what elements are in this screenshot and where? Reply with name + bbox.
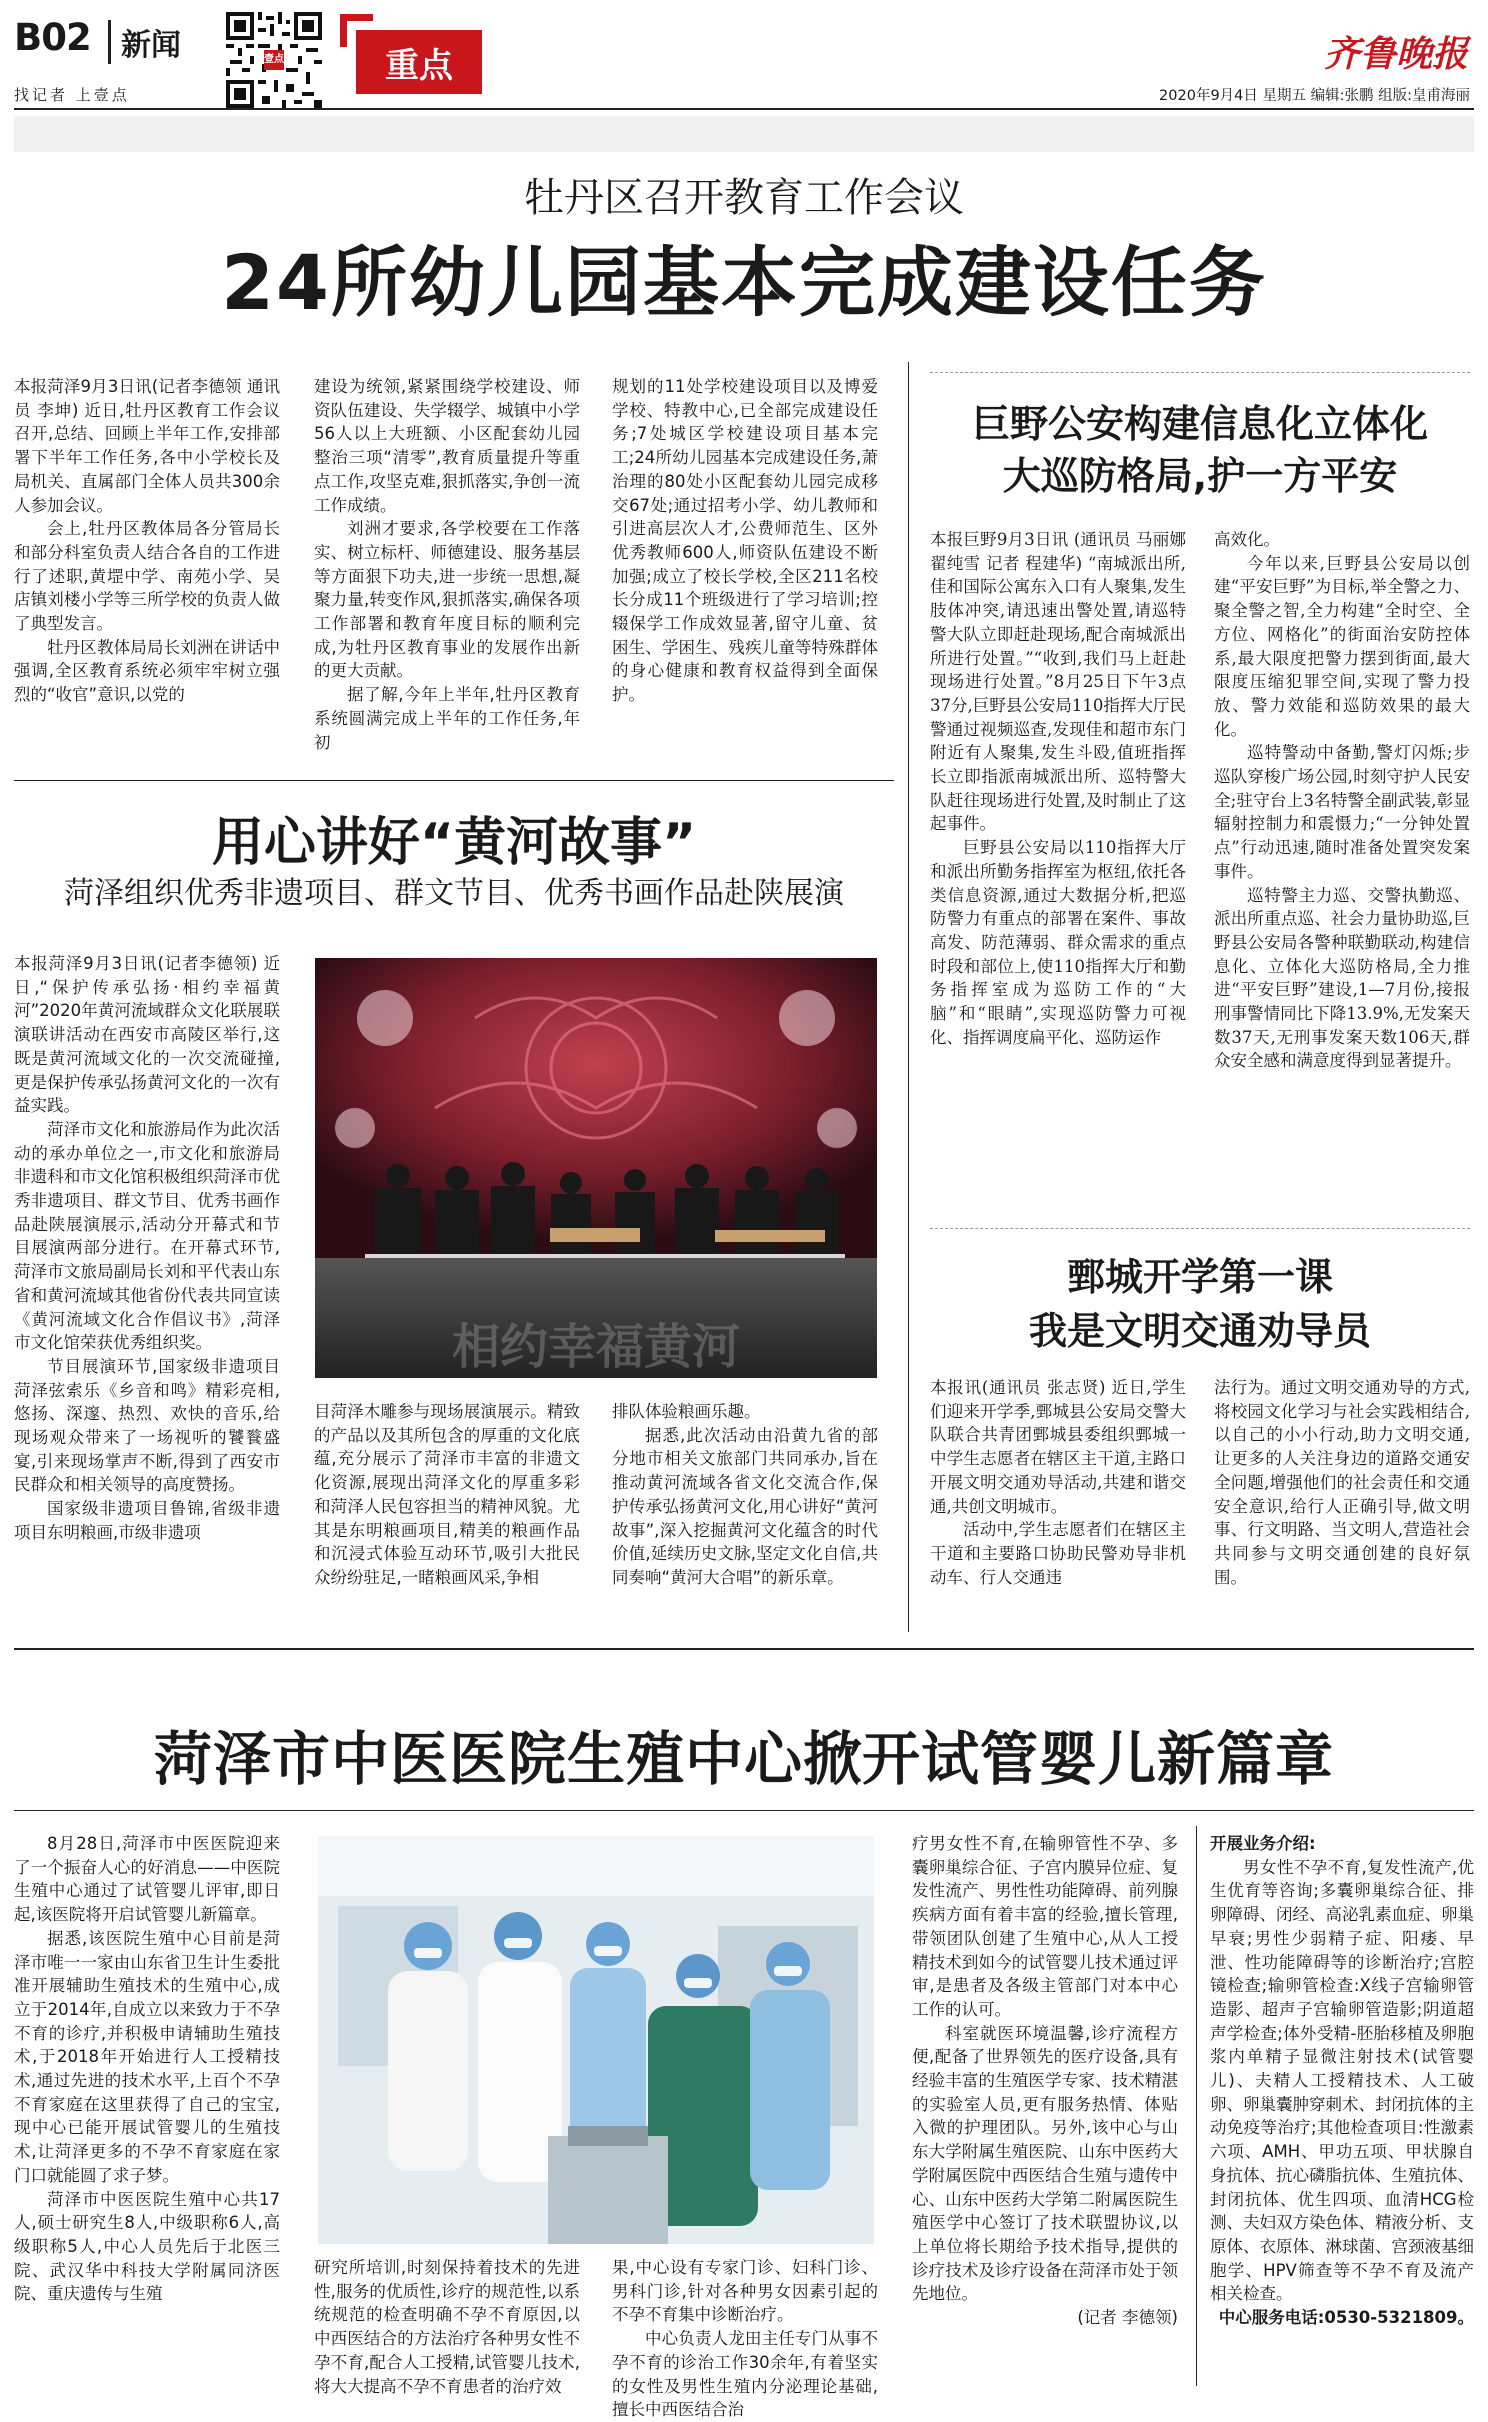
a4-para: 本报讯(通讯员 张志贤) 近日,学生们迎来开学季,鄄城县公安局交警大队联合共青团鄄城县委组织鄄城一中学生志愿者在辖区主干道,主路口开展文明交通劝导活动,共建和谐交通,共创文明城市。 <box>930 1378 1186 1516</box>
a1-para: 牡丹区教体局局长刘洲在讲话中强调,全区教育系统必须牢牢树立强烈的“收官”意识,以党的 <box>14 637 280 705</box>
a3-para: 节目展演环节,国家级非遗项目菏泽弦索乐《乡音和鸣》精彩亮相,悠扬、深邃、热烈、欢快的音乐,给现场观众带来了一场视听的饕餮盛宴,引来现场掌声不断,得到了西安市民群众和相关领导的高度赞扬。 <box>14 1356 280 1495</box>
a1-para: 规划的11处学校建设项目以及博爱学校、特教中心,已全部完成建设任务;7处城区学校建设项目基本完工;24所幼儿园基本完成建设任务,萧治理的80处小区配套幼儿园完成移交67处;通过招考小学、幼儿教师和引进高层次人才,公费师范生、区外优秀教师600人,师资队伍建设不断加强;成立了校长学校,全区211名校长分成11个班级进行了学习培训;控辍保学工作成效显著,留守儿童、贫困生、学困生、残疾儿童等特殊群体的身心健康和教育权益得到全面保护。 <box>612 377 878 705</box>
page-number: B02 <box>14 16 91 59</box>
a3-column-3 <box>612 1400 878 1590</box>
a1-para: 本报菏泽9月3日讯(记者李德领 通讯员 李坤) 近日,牡丹区教育工作会议召开,总结、回顾上半年工作,安排部署下半年工作任务,各中小学校长及局机关、直属部门全体人员共300余人参加会议。 <box>14 377 280 515</box>
a2-headline-line1: 巨野公安构建信息化立体化 <box>971 402 1428 446</box>
a4-headline-line1: 鄄城开学第一课 <box>1066 1255 1333 1299</box>
a2-para: 巡特警动中备勤,警灯闪烁;步巡队穿梭广场公园,时刻守护人民安全;驻守台上3名特警全副武装,彰显辐射控制力和震慑力;“一分钟处置点”行动迅速,随时准备处置突发案事件。 <box>1214 743 1470 881</box>
a5-column-3 <box>612 2256 878 2422</box>
a5-byline: (记者 李德领) <box>1077 2308 1178 2328</box>
a4-column-1 <box>930 1376 1186 1589</box>
a4-headline <box>930 1250 1470 1358</box>
section-tag: 重点 <box>356 30 482 94</box>
a5-para: 中心负责人龙田主任专门从事不孕不育的诊治工作30余年,有着坚实的女性及男性生殖内分泌理论基础,擅长中西医结合治 <box>612 2329 878 2420</box>
a1-para: 会上,牡丹区教体局各分管局长和部分科室负责人结合各自的工作进行了述职,黄堽中学、南苑小学、吴店镇刘楼小学等三所学校的负责人做了典型发言。 <box>14 519 280 634</box>
a5-para: 疗男女性不育,在输卵管性不孕、多囊卵巢综合征、子宫内膜异位症、复发性流产、男性性功能障碍、前列腺疾病方面有着丰富的经验,擅长管理,带领团队创建了生殖中心,从人工授精技术到如今的试管婴儿技术通过评审,是患者及各级主管部门对本中心工作的认可。 <box>912 1834 1178 2019</box>
a2-para: 巨野县公安局以110指挥大厅和派出所勤务指挥室为枢纽,依托各类信息资源,通过大数据分析,把巡防警力有重点的部署在案件、事故高发、防范薄弱、群众需求的重点时段和部位上,使110指挥大厅和勤务指挥室成为巡防工作的“大脑”和“眼睛”,实现巡防警力可视化、指挥调度扁平化、巡防运作 <box>930 838 1186 1047</box>
dateline: 2020年9月4日 星期五 编辑:张鹏 组版:皇甫海丽 <box>1159 88 1470 104</box>
a1-kicker: 牡丹区召开教育工作会议 <box>524 175 964 221</box>
a1-para: 刘洲才要求,各学校要在工作落实、树立标杆、师德建设、服务基层等方面狠下功夫,进一步统一思想,凝聚力量,转变作风,狠抓落实,确保各项工作部署和教育年度目标的顺利完成,为牡丹区教育事业的发展作出新的更大贡献。 <box>314 519 580 681</box>
motto: 找记者 上壹点 <box>14 86 130 104</box>
a1-para: 据了解,今年上半年,牡丹区教育系统圆满完成上半年的工作任务,年初 <box>314 685 580 752</box>
a5-services-box <box>1210 1832 1474 2330</box>
a2-headline <box>930 398 1470 502</box>
a3-para: 目菏泽木雕参与现场展演展示。精致的产品以及其所包含的厚重的文化底蕴,充分展示了菏泽市丰富的非遗文化资源,展现出菏泽文化的厚重多彩和菏泽人民包容担当的精神风貌。尤其是东明粮画项目,精美的粮画作品和沉浸式体验互动环节,吸引大批民众纷纷驻足,一睹粮画风采,争相 <box>314 1402 580 1587</box>
a1-column-3 <box>612 375 878 707</box>
a3-para: 据悉,此次活动由沿黄九省的部分地市相关文旅部门共同承办,旨在推动黄河流域各省文化交流合作,保护传承弘扬黄河文化,用心讲好“黄河故事”,深入挖掘黄河文化蕴含的时代价值,延续历史文脉,坚定文化自信,共同奏响“黄河大合唱”的新乐章。 <box>612 1425 878 1587</box>
a3-column-2 <box>314 1400 580 1590</box>
a5-para: 科室就医环境温馨,诊疗流程方便,配备了世界领先的医疗设备,具有经验丰富的生殖医学专家、技术精湛的实验室人员,更有服务热情、体贴入微的护理团队。另外,该中心与山东大学附属生殖医院、山东中医药大学附属医院中西医结合生殖与遗传中心、山东中医药大学第二附属医院生殖医学中心签订了技术联盟协议,以上单位将长期给予技术指导,提供的诊疗技术及诊疗设备在菏泽市处于领先地位。 <box>912 2023 1178 2304</box>
a3-column-1 <box>14 952 280 1545</box>
header-divider <box>108 20 111 64</box>
a2-headline-line2: 大巡防格局,护一方平安 <box>1002 454 1398 498</box>
a5-para: 8月28日,菏泽市中医医院迎来了一个振奋人心的好消息——中医院生殖中心通过了试管婴儿评审,即日起,该医院将开启试管婴儿新篇章。 <box>14 1834 280 1925</box>
a4-column-2 <box>1214 1376 1470 1589</box>
a5-para: 据悉,该医院生殖中心目前是菏泽市唯一一家由山东省卫生计生委批准开展辅助生殖技术的生殖中心,成立于2014年,自成立以来致力于不孕不育的诊疗,并积极申请辅助生殖技术,于2018年开始进行人工授精技术,通过先进的技术水平,上百个不孕不育家庭在这里获得了自己的宝宝,现中心已能开展试管婴儿的生殖技术,让菏泽更多的不孕不育家庭在家门口就能圆了求子梦。 <box>14 1928 280 2185</box>
a4-para: 活动中,学生志愿者们在辖区主干道和主要路口协助民警劝导非机动车、行人交通违 <box>930 1520 1186 1587</box>
a5-title-rule <box>14 1810 1474 1811</box>
a3-para: 国家级非遗项目鲁锦,省级非遗项目东明粮画,市级非遗项 <box>14 1499 280 1542</box>
header-band <box>14 116 1474 152</box>
a2-column-1 <box>930 528 1186 1049</box>
qr-logo-text: 壹点 <box>264 54 284 65</box>
a2-column-2 <box>1214 528 1470 1073</box>
a5-services-heading: 开展业务介绍: <box>1210 1834 1316 1853</box>
a2-para: 巡特警主力巡、交警执勤巡、派出所重点巡、社会力量协助巡,巨野县公安局各警种联勤联动,构建信息化、立体化大巡防格局,全力推进“平安巨野”建设,1—7月份,接报刑事警情同比下降13.9%,无发案天数37天,无刑事发案天数106天,群众安全感和满意度得到显著提升。 <box>1214 885 1470 1071</box>
a3-para: 本报菏泽9月3日讯(记者李德领) 近日,“保护传承弘扬·相约幸福黄河”2020年黄河流域群众文化联展联演联讲活动在西安市高陵区举行,这既是黄河流域文化的一次交流碰撞,更是保护传承弘扬黄河文化的一次有益实践。 <box>14 954 280 1116</box>
a5-para: 研究所培训,时刻保持着技术的先进性,服务的优质性,诊疗的规范性,以系统规范的检查明确不孕不育原因,以中西医结合的方法治疗各种男女性不孕不育,配合人工授精,试管婴儿技术,将大大提高不孕不育患者的治疗效 <box>314 2258 580 2396</box>
a5-column-4 <box>912 1832 1178 2330</box>
a3-photo-caption: 相约幸福黄河 <box>451 1319 741 1375</box>
a5-para: 菏泽市中医医院生殖中心共17人,硕士研究生8人,中级职称6人,高级职称5人,中心人员先后于北医三院、武汉华中科技大学附属同济医院、重庆遗传与生殖 <box>14 2189 280 2304</box>
vertical-rule <box>908 362 909 1632</box>
a2-para: 本报巨野9月3日讯 (通讯员 马丽娜 翟纯雪 记者 程建华) “南城派出所,佳和国际公寓东入口有人聚集,发生肢体冲突,请迅速出警处置,请巡特警大队立即赶赴现场,配合南城派出所进行处置。”“收到,我们马上赶赴现场进行处置。”8月25日下午3点37分,巨野县公安局110指挥大厅民警通过视频巡查,发现佳和超市东门附近有人聚集,发生斗殴,值班指挥长立即指派南城派出所、巡特警大队赶往现场进行处置,及时制止了这起事件。 <box>930 530 1186 834</box>
a3-photo-stage <box>315 958 877 1378</box>
a4-top-rule <box>930 1228 1470 1231</box>
a1-column-1 <box>14 375 280 707</box>
a2-para: 今年以来,巨野县公安局以创建“平安巨野”为目标,举全警之力、聚全警之智,全力构建“全时空、全方位、网格化”的街面治安防控体系,最大限度把警力摆到街面,最大限度压缩犯罪空间,实现了警力投放、警力效能和巡防效果的最大化。 <box>1214 553 1470 739</box>
a3-para: 菏泽市文化和旅游局作为此次活动的承办单位之一,市文化和旅游局非遗科和市文化馆积极组织菏泽市优秀非遗项目、群文节目、优秀书画作品赴陕展演展示,活动分开幕式和节目展演两部分进行。在开幕式环节,菏泽市文旅局副局长刘和平代表山东省和黄河流域其他省份代表共同宣读《黄河流域文化合作倡议书》,菏泽市文化馆荣获优秀组织奖。 <box>14 1119 280 1353</box>
newspaper-logo: 齐鲁晚报 <box>1323 33 1468 75</box>
a5-para: 果,中心设有专家门诊、妇科门诊、男科门诊,针对各种男女因素引起的不孕不育集中诊断治疗。 <box>612 2258 878 2325</box>
qr-code[interactable] <box>226 12 322 108</box>
a5-headline: 菏泽市中医医院生殖中心掀开试管婴儿新篇章 <box>153 1725 1334 1793</box>
a3-headline: 用心讲好“黄河故事” <box>211 813 697 873</box>
a1-column-2 <box>314 375 580 754</box>
a4-headline-line2: 我是文明交通劝导员 <box>1028 1309 1371 1353</box>
section-name: 新闻 <box>121 28 181 63</box>
a3-top-rule <box>14 780 894 781</box>
a3-para: 排队体验粮画乐趣。 <box>612 1402 761 1421</box>
a4-para: 法行为。通过文明交通劝导的方式,将校园文化学习与社会实践相结合,以自己的小小行动,助力文明交通,让更多的人关注身边的道路交通安全问题,增强他们的社会责任和交通安全意识,给行人正确引导,做文明事、行文明路、当文明人,营造社会共同参与文明交通创建的良好氛围。 <box>1214 1378 1470 1587</box>
a2-top-rule <box>930 372 1470 375</box>
a1-para: 建设为统领,紧紧围绕学校建设、师资队伍建设、失学辍学、城镇中小学56人以上大班额、小区配套幼儿园整治三项“清零”,教育质量提升等重点工作,攻坚克难,狠抓落实,争创一流工作成绩。 <box>314 377 580 515</box>
a2-para: 高效化。 <box>1214 530 1280 549</box>
a5-column-2 <box>314 2256 580 2398</box>
a5-column-1 <box>14 1832 280 2306</box>
a5-service-phone: 中心服务电话:0530-5321809。 <box>1218 2308 1474 2328</box>
a5-top-rule <box>14 1648 1474 1650</box>
a1-headline: 24所幼儿园基本完成建设任务 <box>221 238 1267 327</box>
vertical-rule <box>1196 1826 1197 2386</box>
a3-subheadline: 菏泽组织优秀非遗项目、群文节目、优秀书画作品赴陕展演 <box>64 876 844 911</box>
a5-photo-medical-team <box>318 1836 874 2244</box>
a5-services-list: 男女性不孕不育,复发性流产,优生优育等咨询;多囊卵巢综合征、排卵障碍、闭经、高泌乳素血症、卵巢早衰;男性少弱精子症、阳痿、早泄、性功能障碍等的诊断治疗;宫腔镜检查;输卵管检查:X线子宫输卵管造影、超声子宫输卵管造影;阴道超声学检查;体外受精-胚胎移植及卵胞浆内单精子显微注射技术(试管婴儿)、夫精人工授精技术、人工破卵、卵巢囊肿穿刺术、封闭抗体的主动免疫等治疗;其他检查项目:性激素六项、AMH、甲功五项、甲状腺自身抗体、抗心磷脂抗体、生殖抗体、封闭抗体、优生四项、血清HCG检测、夫妇双方染色体、精液分析、支原体、衣原体、淋球菌、宫颈液基细胞学、HPV筛查等不孕不育及流产相关检查。 <box>1210 1857 1474 2304</box>
header-rule <box>14 108 1474 110</box>
